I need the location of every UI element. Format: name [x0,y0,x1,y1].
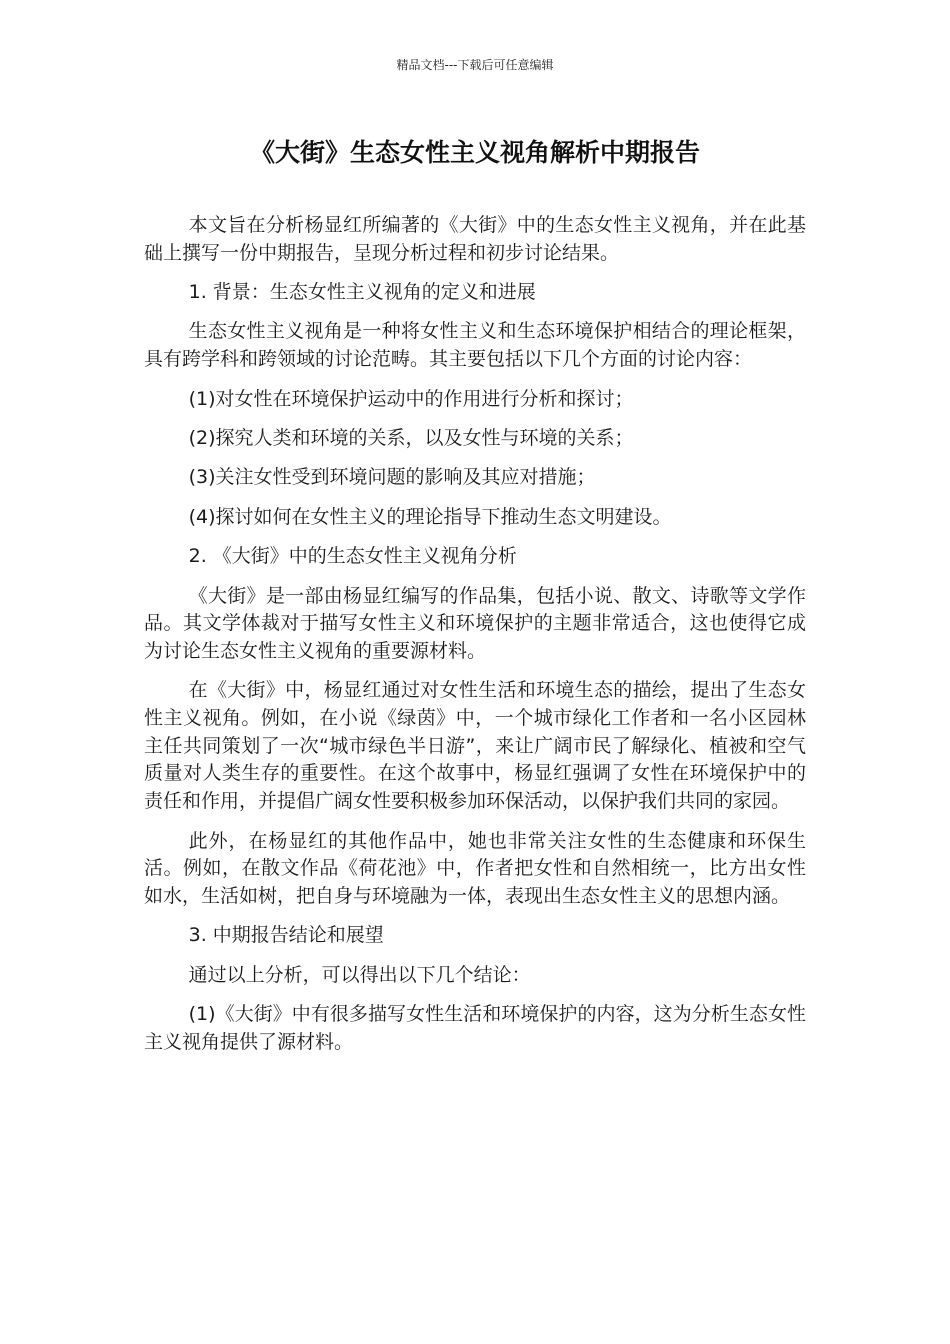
list-item-1: (1)对女性在环境保护运动中的作用进行分析和探讨； [188,387,634,410]
document-title: 《大街》生态女性主义视角解析中期报告 [249,138,700,167]
document-body [144,212,806,1057]
section-heading-conclusion: 3. 中期报告结论和展望 [188,924,384,947]
analysis-paragraph-2: 在《大街》中，杨显红通过对女性生活和环境生态的描绘，提出了生态女性主义视角。例如，在小说《绿茵》中，一个城市绿化工作者和一名小区园林主任共同策划了一次“城市绿色半日游”，来让广阔市民了解绿化、植被和空气质量对人类生存的重要性。在这个故事中，杨显红强调了女性在环境保护中的责任和作用，并提倡广阔女性要积极参加环保活动，以保护我们共同的家园。 [144,679,806,813]
conclusion-item-1: (1)《大街》中有很多描写女性生活和环境保护的内容，这为分析生态女性主义视角提供了源材料。 [144,1003,806,1053]
intro-paragraph: 本文旨在分析杨显红所编著的《大街》中的生态女性主义视角，并在此基础上撰写一份中期报告，呈现分析过程和初步讨论结果。 [144,214,806,264]
section-heading-analysis: 2. 《大街》中的生态女性主义视角分析 [188,545,517,568]
definition-paragraph: 生态女性主义视角是一种将女性主义和生态环境保护相结合的理论框架，具有跨学科和跨领域的讨论范畴。其主要包括以下几个方面的讨论内容： [144,320,806,371]
analysis-paragraph-1: 《大街》是一部由杨显红编写的作品集，包括小说、散文、诗歌等文学作品。其文学体裁对于描写女性主义和环境保护的主题非常适合，这也使得它成为讨论生态女性主义视角的重要源材料。 [144,584,806,662]
section-heading-background: 1. 背景：生态女性主义视角的定义和进展 [188,281,536,304]
conclusion-intro: 通过以上分析，可以得出以下几个结论： [188,963,531,986]
list-item-2: (2)探究人类和环境的关系，以及女性与环境的关系； [188,426,634,449]
page-header-note: 精品文档---下载后可任意编辑 [396,58,554,72]
analysis-paragraph-3: 此外，在杨显红的其他作品中，她也非常关注女性的生态健康和环保生活。例如，在散文作品《荷花池》中，作者把女性和自然相统一，比方出女性如水，生活如树，把自身与环境融为一体，表现出生态女性主义的思想内涵。 [144,829,806,907]
list-item-4: (4)探讨如何在女性主义的理论指导下推动生态文明建设。 [188,505,672,528]
list-item-3: (3)关注女性受到环境问题的影响及其应对措施； [188,466,596,489]
